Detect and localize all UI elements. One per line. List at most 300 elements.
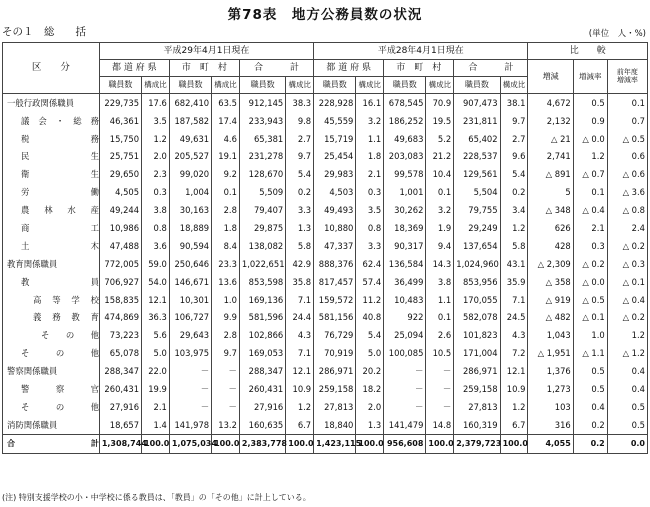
header-staff: 職員数: [384, 77, 426, 94]
table-cell: △ 0.2: [607, 237, 647, 255]
table-cell: 853,598: [239, 273, 285, 291]
table-cell: －: [169, 380, 211, 398]
table-cell: 2.7: [286, 130, 314, 148]
table-cell: 888,376: [314, 255, 356, 273]
table-cell: 1,423,115: [314, 434, 356, 453]
table-cell: 853,956: [454, 273, 500, 291]
table-cell: 100.0: [142, 434, 170, 453]
table-cell: 171,004: [454, 344, 500, 362]
table-cell: 2.1: [142, 398, 170, 416]
table-cell: 27,813: [314, 398, 356, 416]
table-cell: 21.2: [426, 148, 454, 166]
table-cell: －: [426, 398, 454, 416]
table-cell: 25,751: [99, 148, 141, 166]
row-label-text: 一般行政関係職員: [7, 97, 74, 108]
table-cell: △ 0.7: [573, 166, 607, 184]
table-cell: 0.9: [573, 112, 607, 130]
row-label: [3, 166, 100, 184]
table-cell: 0.8: [356, 219, 384, 237]
table-cell: 49,631: [169, 130, 211, 148]
table-cell: 158,835: [99, 291, 141, 309]
table-cell: 6.7: [286, 416, 314, 434]
table-cell: 0.0: [607, 434, 647, 453]
header-ratio: 構成比: [212, 77, 240, 94]
row-label: [3, 380, 100, 398]
table-cell: 203,083: [384, 148, 426, 166]
header-category: 区 分: [3, 43, 100, 94]
table-cell: 250,646: [169, 255, 211, 273]
table-cell: 1,024,960: [454, 255, 500, 273]
table-cell: 10.9: [500, 380, 528, 398]
table-cell: 10.5: [426, 344, 454, 362]
table-cell: 2,383,778: [239, 434, 285, 453]
table-cell: 103: [528, 398, 573, 416]
table-row: [3, 112, 648, 130]
table-cell: 4.3: [286, 327, 314, 345]
table-cell: 10.9: [286, 380, 314, 398]
table-cell: 100.0: [426, 434, 454, 453]
table-cell: 63.5: [212, 94, 240, 112]
table-cell: 1.2: [142, 130, 170, 148]
table-row: [3, 327, 648, 345]
table-cell: 169,053: [239, 344, 285, 362]
table-cell: △ 1.1: [573, 344, 607, 362]
table-cell: 159,572: [314, 291, 356, 309]
row-label-text: 衛 生: [21, 169, 99, 180]
table-cell: 186,252: [384, 112, 426, 130]
table-cell: 57.4: [356, 273, 384, 291]
table-cell: 106,727: [169, 309, 211, 327]
table-cell: 45,559: [314, 112, 356, 130]
table-cell: 10,880: [314, 219, 356, 237]
table-cell: 316: [528, 416, 573, 434]
table-cell: 0.1: [607, 94, 647, 112]
table-cell: 2.7: [500, 130, 528, 148]
row-label-text: 合 計: [7, 438, 99, 448]
table-cell: 90,317: [384, 237, 426, 255]
table-cell: △ 0.3: [607, 255, 647, 273]
table-cell: 100,085: [384, 344, 426, 362]
row-label: [3, 309, 100, 327]
table-cell: △ 0.1: [607, 273, 647, 291]
table-cell: △ 0.2: [607, 309, 647, 327]
table-cell: 4.6: [212, 130, 240, 148]
table-cell: 146,671: [169, 273, 211, 291]
table-cell: 0.5: [607, 398, 647, 416]
table-cell: △ 891: [528, 166, 573, 184]
table-row: [3, 416, 648, 434]
table-cell: 9.4: [426, 237, 454, 255]
table-cell: 772,005: [99, 255, 141, 273]
header-staff: 職員数: [169, 77, 211, 94]
table-cell: 5.2: [426, 130, 454, 148]
table-row: [3, 434, 648, 453]
table-cell: 1,001: [384, 183, 426, 201]
table-header: [3, 43, 648, 94]
table-cell: △ 0.4: [607, 291, 647, 309]
table-cell: －: [212, 362, 240, 380]
table-cell: 288,347: [99, 362, 141, 380]
table-cell: 678,545: [384, 94, 426, 112]
table-cell: 24.5: [500, 309, 528, 327]
table-cell: 137,654: [454, 237, 500, 255]
header-ratio: 構成比: [500, 77, 528, 94]
table-cell: 0.8: [142, 219, 170, 237]
header-change-rate: 増減率: [573, 60, 607, 94]
table-cell: 1,004: [169, 183, 211, 201]
table-cell: 2.6: [426, 327, 454, 345]
table-cell: 7.1: [500, 291, 528, 309]
table-cell: 40.8: [356, 309, 384, 327]
row-label-text: 消防関係職員: [7, 419, 58, 430]
table-cell: △ 0.1: [573, 309, 607, 327]
table-cell: 2.1: [356, 166, 384, 184]
table-cell: 0.1: [426, 183, 454, 201]
table-cell: 20.2: [356, 362, 384, 380]
table-cell: 260,431: [99, 380, 141, 398]
table-cell: 3.5: [142, 112, 170, 130]
row-label-text: 高 等 学 校: [33, 294, 99, 305]
header-h29-municipalities: 市 町 村: [169, 60, 239, 77]
table-cell: 4,503: [314, 183, 356, 201]
header-h28-municipalities: 市 町 村: [384, 60, 454, 77]
table-cell: 79,407: [239, 201, 285, 219]
table-cell: 27,916: [239, 398, 285, 416]
row-label-text: 教育関係職員: [7, 258, 58, 269]
table-cell: 14.8: [426, 416, 454, 434]
table-cell: 0.1: [212, 183, 240, 201]
table-cell: 62.4: [356, 255, 384, 273]
table-cell: 5.4: [356, 327, 384, 345]
header-prev-change-rate: 前年度 増減率: [607, 60, 647, 94]
table-cell: △ 0.5: [607, 130, 647, 148]
row-label: [3, 434, 100, 453]
table-cell: 23.3: [212, 255, 240, 273]
table-cell: 25,094: [384, 327, 426, 345]
table-cell: 2,132: [528, 112, 573, 130]
table-cell: 170,055: [454, 291, 500, 309]
table-cell: 4,672: [528, 94, 573, 112]
footnote: (注) 特別支援学校の小・中学校に係る教員は、「教員」の「その他」に計上している。: [2, 493, 311, 502]
table-cell: 36.3: [142, 309, 170, 327]
table-cell: 259,158: [454, 380, 500, 398]
table-cell: 682,410: [169, 94, 211, 112]
table-cell: 3.3: [356, 237, 384, 255]
row-label-text: 民 生: [21, 151, 99, 162]
header-staff: 職員数: [99, 77, 141, 94]
table-cell: 259,158: [314, 380, 356, 398]
table-row: [3, 309, 648, 327]
table-cell: 70.9: [426, 94, 454, 112]
table-cell: －: [169, 362, 211, 380]
table-cell: 90,594: [169, 237, 211, 255]
table-row: [3, 380, 648, 398]
table-cell: 260,431: [239, 380, 285, 398]
table-cell: 0.4: [607, 362, 647, 380]
table-cell: 47,337: [314, 237, 356, 255]
header-change: 増減: [528, 60, 573, 94]
table-cell: 3.8: [142, 201, 170, 219]
table-cell: △ 21: [528, 130, 573, 148]
table-row: [3, 362, 648, 380]
table-cell: 73,223: [99, 327, 141, 345]
table-cell: 7.1: [286, 344, 314, 362]
table-cell: 103,975: [169, 344, 211, 362]
table-cell: 0.1: [573, 183, 607, 201]
row-label-text: 税 務: [21, 133, 99, 144]
table-cell: 29,643: [169, 327, 211, 345]
section-subtitle: その１ 総 括: [2, 26, 86, 38]
table-cell: 3.3: [286, 201, 314, 219]
row-label: [3, 201, 100, 219]
table-cell: 65,402: [454, 130, 500, 148]
row-label: [3, 94, 100, 112]
table-cell: －: [212, 398, 240, 416]
header-h28-total: 合 計: [454, 60, 528, 77]
table-cell: 5,509: [239, 183, 285, 201]
table-cell: △ 2,309: [528, 255, 573, 273]
table-cell: 5.8: [286, 237, 314, 255]
table-cell: 0.2: [500, 183, 528, 201]
table-cell: 0.6: [607, 148, 647, 166]
table-cell: 35.9: [500, 273, 528, 291]
table-cell: 0.4: [573, 398, 607, 416]
table-cell: 2.0: [356, 398, 384, 416]
row-label: [3, 362, 100, 380]
table-cell: 1.4: [142, 416, 170, 434]
table-cell: 2.0: [142, 148, 170, 166]
table-cell: 30,163: [169, 201, 211, 219]
table-cell: 0.5: [573, 380, 607, 398]
table-cell: 205,527: [169, 148, 211, 166]
row-label-text: 労 働: [21, 187, 99, 198]
table-cell: 18.2: [356, 380, 384, 398]
table-cell: 38.1: [500, 94, 528, 112]
table-cell: 7.2: [500, 344, 528, 362]
table-cell: 13.6: [212, 273, 240, 291]
table-cell: 0.5: [573, 362, 607, 380]
table-cell: △ 348: [528, 201, 573, 219]
unit-label: (単位 人・%): [588, 29, 646, 39]
table-cell: 1.9: [426, 219, 454, 237]
page-title: 第78表 地方公務員数の状況: [227, 7, 423, 23]
table-cell: 907,473: [454, 94, 500, 112]
table-cell: 0.5: [573, 94, 607, 112]
table-cell: 65,381: [239, 130, 285, 148]
table-cell: 47,488: [99, 237, 141, 255]
table-cell: 0.2: [286, 183, 314, 201]
table-cell: 18,840: [314, 416, 356, 434]
header-compare: 比 較: [528, 43, 648, 60]
table-cell: 29,650: [99, 166, 141, 184]
table-cell: 16.1: [356, 94, 384, 112]
table-cell: △ 0.0: [573, 273, 607, 291]
header-h28-prefectures: 都 道 府 県: [314, 60, 384, 77]
table-cell: 8.4: [212, 237, 240, 255]
table-cell: 9.8: [286, 112, 314, 130]
row-label: [3, 327, 100, 345]
table-cell: 1,043: [528, 327, 573, 345]
row-label: [3, 344, 100, 362]
table-cell: 1.2: [500, 219, 528, 237]
table-cell: 2,379,723: [454, 434, 500, 453]
table-cell: 1.3: [356, 416, 384, 434]
table-cell: 99,020: [169, 166, 211, 184]
table-cell: 2.3: [142, 166, 170, 184]
table-cell: △ 358: [528, 273, 573, 291]
table-cell: 13.2: [212, 416, 240, 434]
table-cell: 0.4: [607, 380, 647, 398]
table-row: [3, 237, 648, 255]
table-cell: 12.1: [142, 291, 170, 309]
table-cell: 138,082: [239, 237, 285, 255]
table-cell: 19.1: [212, 148, 240, 166]
table-cell: 25,454: [314, 148, 356, 166]
table-cell: 2.8: [212, 327, 240, 345]
row-label-text: そ の 他: [21, 401, 99, 412]
table-cell: 49,244: [99, 201, 141, 219]
table-cell: 1.2: [500, 398, 528, 416]
table-cell: 581,596: [239, 309, 285, 327]
table-cell: 5.4: [500, 166, 528, 184]
table-cell: 228,537: [454, 148, 500, 166]
header-ratio: 構成比: [142, 77, 170, 94]
table-cell: 0.1: [426, 309, 454, 327]
table-cell: 54.0: [142, 273, 170, 291]
row-label-text: 警 察 官: [21, 383, 99, 394]
row-label: [3, 219, 100, 237]
table-cell: 922: [384, 309, 426, 327]
table-cell: 474,869: [99, 309, 141, 327]
table-cell: 0.3: [573, 237, 607, 255]
table-cell: 10,301: [169, 291, 211, 309]
row-label-text: 農 林 水 産: [21, 205, 99, 216]
table-cell: 70,919: [314, 344, 356, 362]
table-cell: 141,479: [384, 416, 426, 434]
table-cell: 102,866: [239, 327, 285, 345]
table-cell: 233,943: [239, 112, 285, 130]
table-cell: 160,635: [239, 416, 285, 434]
table-cell: 3.6: [142, 237, 170, 255]
table-cell: 100.0: [212, 434, 240, 453]
table-cell: 2.1: [573, 219, 607, 237]
table-cell: 29,875: [239, 219, 285, 237]
table-row: [3, 183, 648, 201]
table-cell: 1,308,744: [99, 434, 141, 453]
header-staff: 職員数: [314, 77, 356, 94]
table-cell: 76,729: [314, 327, 356, 345]
table-cell: －: [426, 362, 454, 380]
table-cell: 9.7: [500, 112, 528, 130]
table-cell: 101,823: [454, 327, 500, 345]
table-cell: 17.6: [142, 94, 170, 112]
table-cell: 9.6: [500, 148, 528, 166]
table-cell: 912,145: [239, 94, 285, 112]
table-cell: 10,986: [99, 219, 141, 237]
table-cell: 229,735: [99, 94, 141, 112]
table-cell: 46,361: [99, 112, 141, 130]
table-cell: 1,273: [528, 380, 573, 398]
table-cell: 100.0: [286, 434, 314, 453]
table-cell: 5.6: [142, 327, 170, 345]
table-cell: －: [384, 380, 426, 398]
table-cell: 3.4: [500, 201, 528, 219]
table-cell: 9.2: [212, 166, 240, 184]
table-cell: 231,278: [239, 148, 285, 166]
row-label-text: そ の 他: [41, 330, 99, 341]
staff-table: [2, 42, 648, 454]
table-cell: 38.3: [286, 94, 314, 112]
table-cell: 9.9: [212, 309, 240, 327]
table-cell: 817,457: [314, 273, 356, 291]
table-row: [3, 166, 648, 184]
table-row: [3, 148, 648, 166]
row-label: [3, 130, 100, 148]
table-cell: 0.5: [607, 416, 647, 434]
table-cell: △ 1.2: [607, 344, 647, 362]
header-h29-prefectures: 都 道 府 県: [99, 60, 169, 77]
table-cell: 428: [528, 237, 573, 255]
table-cell: 15,750: [99, 130, 141, 148]
table-cell: 18,657: [99, 416, 141, 434]
header-h29: 平成29年4月1日現在: [99, 43, 313, 60]
table-cell: 706,927: [99, 273, 141, 291]
table-cell: 581,156: [314, 309, 356, 327]
table-cell: 1.2: [573, 148, 607, 166]
table-cell: 49,683: [384, 130, 426, 148]
table-cell: 286,971: [454, 362, 500, 380]
table-cell: 59.0: [142, 255, 170, 273]
table-cell: 100.0: [356, 434, 384, 453]
table-cell: 3.5: [356, 201, 384, 219]
table-cell: 15,719: [314, 130, 356, 148]
table-cell: 128,670: [239, 166, 285, 184]
table-cell: 1.8: [212, 219, 240, 237]
table-cell: 4,505: [99, 183, 141, 201]
table-cell: △ 0.8: [607, 201, 647, 219]
table-row: [3, 255, 648, 273]
table-cell: 4.3: [500, 327, 528, 345]
table-cell: －: [384, 362, 426, 380]
table-cell: 18,889: [169, 219, 211, 237]
table-cell: 36,499: [384, 273, 426, 291]
table-cell: 228,928: [314, 94, 356, 112]
table-cell: －: [384, 398, 426, 416]
header-ratio: 構成比: [426, 77, 454, 94]
table-cell: 9.7: [212, 344, 240, 362]
row-label: [3, 148, 100, 166]
table-cell: －: [426, 380, 454, 398]
table-row: [3, 273, 648, 291]
table-cell: 19.5: [426, 112, 454, 130]
header-h28: 平成28年4月1日現在: [314, 43, 528, 60]
row-label: [3, 416, 100, 434]
header-ratio: 構成比: [356, 77, 384, 94]
table-cell: 141,978: [169, 416, 211, 434]
table-cell: 129,561: [454, 166, 500, 184]
table-cell: 136,584: [384, 255, 426, 273]
table-cell: －: [212, 380, 240, 398]
table-cell: 0.7: [607, 112, 647, 130]
table-cell: 35.8: [286, 273, 314, 291]
table-cell: 1.0: [212, 291, 240, 309]
table-cell: 5,504: [454, 183, 500, 201]
table-cell: 10.4: [426, 166, 454, 184]
table-cell: 2,741: [528, 148, 573, 166]
table-cell: 65,078: [99, 344, 141, 362]
table-cell: 0.2: [573, 416, 607, 434]
table-cell: 19.9: [142, 380, 170, 398]
